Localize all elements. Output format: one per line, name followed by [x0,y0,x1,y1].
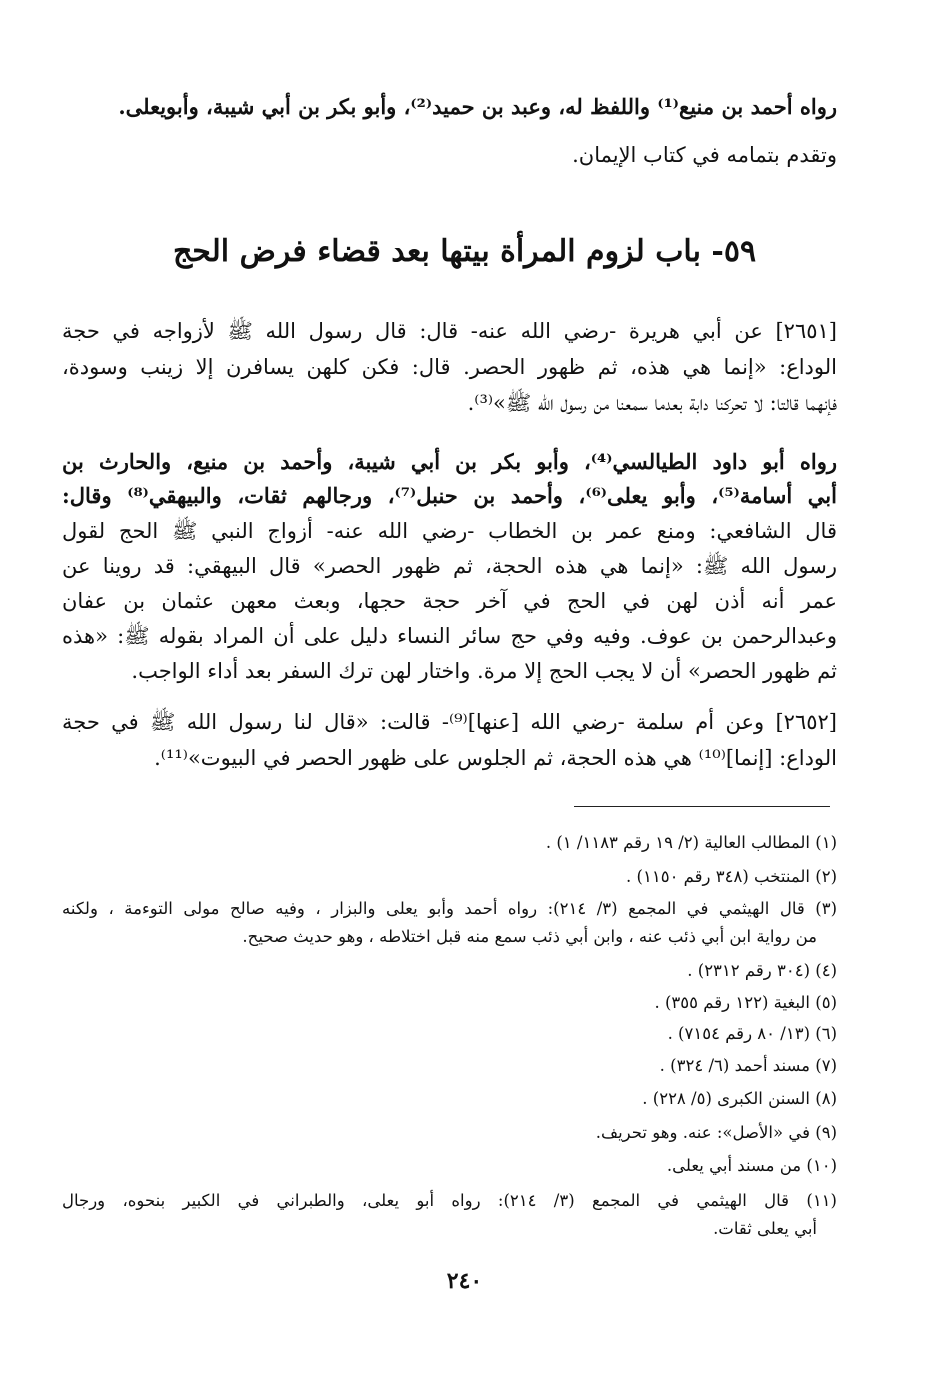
hadith-2651-line-1: [٢٦٥١] عن أبي هريرة -رضي الله عنه- قال: قال رسول الله ﷺ لأزواجه في حجة [62,319,837,343]
commentary-line-5: عمر أنه أذن لهن في الحج في آخر حجة حجها، وبعث معهن عثمان بن عفان [62,589,837,613]
footnote-9: (٩) في «الأصل»: عنه. وهو تحريف. [595,1123,837,1142]
chapter-title: ٥٩- باب لزوم المرأة بيتها بعد قضاء فرض الحج [172,234,757,269]
commentary-line-3: قال الشافعي: ومنع عمر بن الخطاب -رضي الله عنه- أزواج النبي ﷺ الحج لقول [62,519,837,543]
footnote-3-continued: من رواية ابن أبي ذئب عنه ، وابن أبي ذئب سمع منه قبل اختلاطه ، وهو حديث صحيح. [242,927,817,946]
intro-line-1: رواه أحمد بن منيع⁽¹⁾ واللفظ له، وعبد بن حميد⁽²⁾، وأبو بكر بن أبي شيبة، وأبويعلى. [118,94,837,119]
footnote-7: (٧) مسند أحمد (٦/ ٣٢٤) . [659,1056,837,1075]
footnote-4: (٤) (٣٠٤ رقم ٢٣١٢) . [687,961,837,980]
page-number: ٢٤٠ [446,1268,483,1294]
commentary-line-7: ثم ظهور الحصر» أن لا يجب الحج إلا مرة. واختار لهن ترك السفر بعد أداء الواجب. [131,659,837,683]
intro-line-2: وتقدم بتمامه في كتاب الإيمان. [572,143,837,167]
commentary-line-2: أبي أسامة⁽⁵⁾، وأبو يعلى⁽⁶⁾، وأحمد بن حنبل⁽⁷⁾، ورجالهم ثقات، والبيهقي⁽⁸⁾ وقال: [62,483,837,508]
footnote-3: (٣) قال الهيثمي في المجمع (٣/ ٢١٤): رواه أحمد وأبو يعلى والبزار ، وفيه صالح مولى التوءمة ، ولكنه [62,899,838,918]
footnote-5: (٥) البغية (١٢٢ رقم ٣٥٥) . [654,993,837,1012]
footnote-11: (١١) قال الهيثمي في المجمع (٣/ ٢١٤): رواه أبو يعلى، والطبراني في الكبير بنحوه، ورجال [62,1191,837,1210]
footnote-1: (١) المطالب العالية (٢/ ١٩ رقم ١١٨٣/ ١) . [545,833,837,852]
hadith-2651-line-2: الوداع: «إنما هي هذه، ثم ظهور الحصر. قال: فكن كلهن يسافرن إلا زينب وسودة، [62,355,837,379]
hadith-2651-line-3: فإنهما قالتا: لا تحركنا دابة بعدما سمعنا من رسول الله ﷺ»⁽³⁾. [467,391,837,415]
hadith-2652-line-2: الوداع: [إنما]⁽¹⁰⁾ هي هذه الحجة، ثم الجلوس على ظهور الحصر في البيوت»⁽¹¹⁾. [154,746,837,770]
footnote-separator [574,806,830,807]
footnote-10: (١٠) من مسند أبي يعلى. [666,1156,837,1175]
commentary-line-1: رواه أبو داود الطيالسي⁽⁴⁾، وأبو بكر بن أبي شيبة، وأحمد بن منيع، والحارث بن [62,449,837,474]
hadith-2652-line-1: [٢٦٥٢] وعن أم سلمة -رضي الله [عنها]⁽⁹⁾- قالت: «قال لنا رسول الله ﷺ في حجة [62,710,837,734]
footnote-2: (٢) المنتخب (٣٤٨ رقم ١١٥٠) . [626,867,837,886]
commentary-line-4: رسول الله ﷺ: «إنما هي هذه الحجة، ثم ظهور الحصر» قال البيهقي: قد روينا عن [62,554,837,578]
footnote-11-continued: أبي يعلى ثقات. [713,1219,817,1238]
footnote-8: (٨) السنن الكبرى (٥/ ٢٢٨) . [642,1089,837,1108]
footnote-6: (٦) (١٣/ ٨٠ رقم ٧١٥٤) . [667,1024,837,1043]
commentary-line-6: وعبدالرحمن بن عوف. وفيه وفي حج سائر النساء دليل على أن المراد بقوله ﷺ: «هذه [62,624,837,648]
